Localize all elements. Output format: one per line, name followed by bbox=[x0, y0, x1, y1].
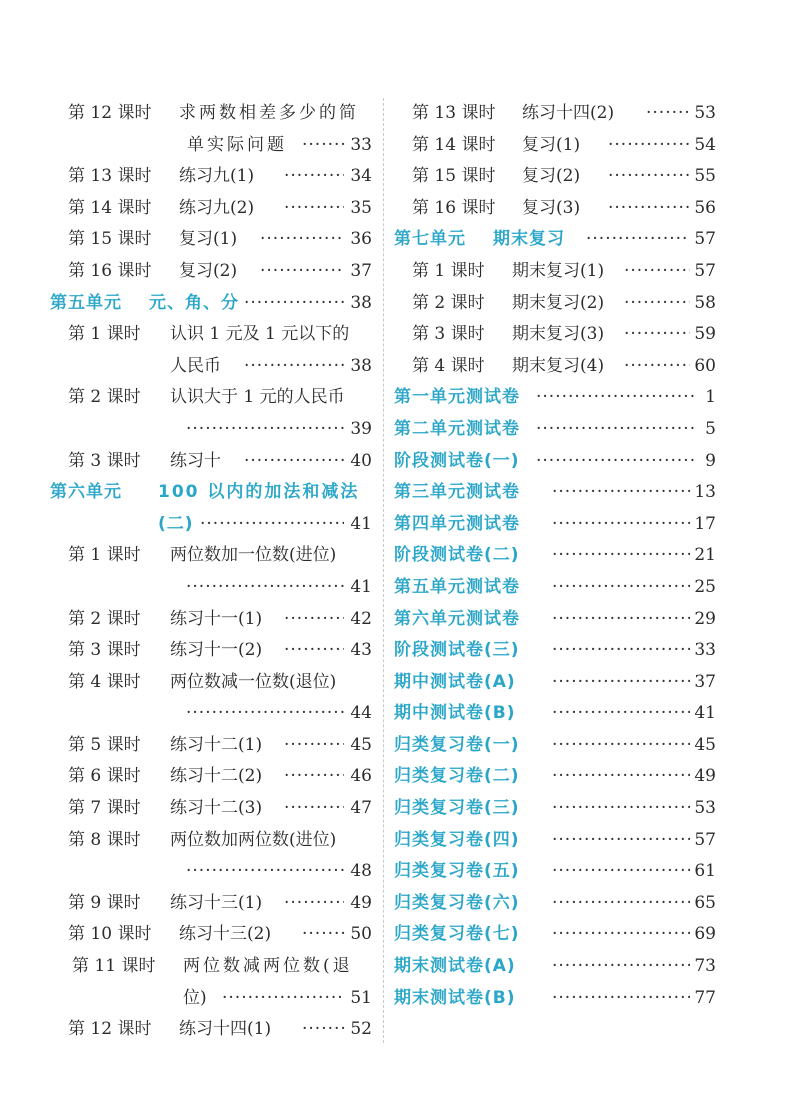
leader-dots bbox=[186, 698, 344, 730]
test-title: 阶段测试卷(二) bbox=[394, 545, 520, 566]
toc-entry[interactable] bbox=[0, 761, 380, 793]
toc-entry[interactable] bbox=[390, 161, 720, 193]
leader-dots bbox=[244, 446, 344, 478]
toc-test-entry[interactable] bbox=[390, 572, 720, 604]
toc-right-column bbox=[390, 98, 720, 1014]
toc-entry-continuation[interactable] bbox=[0, 856, 380, 888]
toc-test-entry[interactable] bbox=[390, 793, 720, 825]
lesson-title: 复习(1) bbox=[179, 229, 238, 250]
leader-dots bbox=[186, 572, 344, 604]
toc-entry-continuation[interactable] bbox=[0, 572, 380, 604]
lesson-title: 练习十四(1) bbox=[179, 1019, 272, 1040]
leader-dots bbox=[284, 888, 344, 920]
page-number: 37 bbox=[350, 260, 372, 281]
lesson-number: 第 14 课时 bbox=[68, 197, 152, 218]
toc-test-entry[interactable] bbox=[390, 888, 720, 920]
leader-dots bbox=[302, 130, 346, 162]
toc-entry[interactable] bbox=[0, 951, 380, 983]
toc-test-entry[interactable] bbox=[390, 667, 720, 699]
toc-entry[interactable] bbox=[390, 193, 720, 225]
lesson-number: 第 13 课时 bbox=[412, 103, 496, 123]
lesson-title: 两位数加一位数(进位) bbox=[170, 545, 337, 566]
lesson-number: 第 4 课时 bbox=[68, 671, 141, 692]
page-number: 54 bbox=[694, 134, 716, 155]
page-number: 41 bbox=[350, 513, 372, 534]
leader-dots bbox=[624, 351, 690, 383]
leader-dots bbox=[244, 351, 344, 383]
toc-unit-entry-continuation[interactable] bbox=[0, 509, 380, 541]
toc-test-entry[interactable] bbox=[390, 856, 720, 888]
lesson-title: 练习十四(2) bbox=[522, 103, 615, 123]
leader-dots bbox=[552, 919, 690, 951]
lesson-number: 第 2 课时 bbox=[412, 292, 485, 313]
page-number: 45 bbox=[694, 734, 716, 755]
lesson-number: 第 2 课时 bbox=[68, 387, 141, 408]
unit-title: 100 以内的加法和减法 bbox=[158, 482, 360, 503]
leader-dots bbox=[186, 414, 344, 446]
test-title: 第二单元测试卷 bbox=[394, 418, 520, 439]
test-title: 第五单元测试卷 bbox=[394, 576, 520, 597]
page-number: 43 bbox=[350, 640, 372, 661]
leader-dots bbox=[552, 983, 690, 1015]
leader-dots bbox=[552, 793, 690, 825]
leader-dots bbox=[624, 288, 690, 320]
page-number: 47 bbox=[350, 798, 372, 819]
toc-entry-continuation[interactable] bbox=[0, 698, 380, 730]
test-title: 归类复习卷(二) bbox=[394, 766, 520, 787]
test-title: 归类复习卷(七) bbox=[394, 924, 520, 945]
leader-dots bbox=[608, 161, 690, 193]
lesson-number: 第 2 课时 bbox=[68, 608, 141, 629]
page-number: 1 bbox=[705, 387, 716, 408]
toc-left-column bbox=[0, 98, 380, 1046]
page-number: 61 bbox=[694, 861, 716, 882]
leader-dots bbox=[552, 698, 690, 730]
page-number: 33 bbox=[694, 640, 716, 661]
leader-dots bbox=[552, 604, 690, 636]
page-number: 69 bbox=[694, 924, 716, 945]
test-title: 期中测试卷(A) bbox=[394, 671, 516, 692]
leader-dots bbox=[186, 856, 344, 888]
toc-entry[interactable] bbox=[0, 98, 380, 130]
toc-entry[interactable] bbox=[390, 288, 720, 320]
leader-dots bbox=[284, 193, 344, 225]
page-number: 55 bbox=[694, 166, 716, 187]
test-title: 期末测试卷(A) bbox=[394, 956, 516, 977]
page-number: 48 bbox=[350, 861, 372, 882]
lesson-number: 第 11 课时 bbox=[72, 956, 156, 977]
lesson-title-continued: 单实际问题 bbox=[187, 134, 287, 155]
toc-test-entry[interactable] bbox=[390, 414, 720, 446]
lesson-number: 第 8 课时 bbox=[68, 829, 141, 850]
test-title: 归类复习卷(六) bbox=[394, 892, 520, 913]
toc-entry-continuation[interactable] bbox=[0, 351, 380, 383]
page-number: 39 bbox=[350, 418, 372, 439]
toc-test-entry[interactable] bbox=[390, 509, 720, 541]
lesson-title: 练习十二(2) bbox=[170, 766, 263, 787]
lesson-title: 练习九(2) bbox=[179, 197, 255, 218]
toc-entry[interactable] bbox=[0, 224, 380, 256]
page-number: 50 bbox=[350, 924, 372, 945]
lesson-number: 第 1 课时 bbox=[68, 324, 141, 345]
toc-entry[interactable] bbox=[0, 730, 380, 762]
test-title: 第三单元测试卷 bbox=[394, 482, 520, 503]
lesson-number: 第 1 课时 bbox=[68, 545, 141, 566]
lesson-title: 练习十一(1) bbox=[170, 608, 263, 629]
leader-dots bbox=[244, 288, 344, 320]
test-title: 第六单元测试卷 bbox=[394, 608, 520, 629]
page-number: 52 bbox=[350, 1019, 372, 1040]
toc-unit-entry[interactable] bbox=[390, 224, 720, 256]
toc-test-entry[interactable] bbox=[390, 382, 720, 414]
page-number: 53 bbox=[694, 798, 716, 819]
toc-test-entry[interactable] bbox=[390, 730, 720, 762]
page-number: 37 bbox=[694, 671, 716, 692]
page-number: 57 bbox=[694, 229, 716, 250]
page-number: 53 bbox=[694, 103, 716, 123]
lesson-title: 练习十二(3) bbox=[170, 798, 263, 819]
toc-entry[interactable] bbox=[0, 888, 380, 920]
toc-entry[interactable] bbox=[0, 667, 380, 699]
leader-dots bbox=[284, 761, 344, 793]
test-title: 归类复习卷(一) bbox=[394, 734, 520, 755]
page-number: 21 bbox=[694, 545, 716, 566]
leader-dots bbox=[552, 509, 690, 541]
lesson-number: 第 12 课时 bbox=[68, 1019, 152, 1040]
toc-entry[interactable] bbox=[0, 919, 380, 951]
leader-dots bbox=[608, 193, 690, 225]
column-divider bbox=[383, 98, 384, 1043]
lesson-title: 练习十 bbox=[170, 450, 221, 471]
toc-entry[interactable] bbox=[390, 319, 720, 351]
leader-dots bbox=[284, 161, 344, 193]
toc-entry[interactable] bbox=[0, 1014, 380, 1046]
page-number: 5 bbox=[705, 418, 716, 439]
toc-test-entry[interactable] bbox=[390, 761, 720, 793]
page-number: 33 bbox=[350, 134, 372, 155]
page-number: 56 bbox=[694, 197, 716, 218]
leader-dots bbox=[284, 793, 344, 825]
page-number: 25 bbox=[694, 576, 716, 597]
page-number: 73 bbox=[694, 956, 716, 977]
leader-dots bbox=[552, 825, 690, 857]
lesson-number: 第 13 课时 bbox=[68, 166, 152, 187]
lesson-title: 两位数减一位数(退位) bbox=[170, 671, 337, 692]
lesson-title: 期末复习(2) bbox=[512, 292, 605, 313]
leader-dots bbox=[624, 319, 690, 351]
leader-dots bbox=[284, 635, 344, 667]
page-number: 13 bbox=[694, 482, 716, 503]
page-number: 29 bbox=[694, 608, 716, 629]
lesson-number: 第 9 课时 bbox=[68, 892, 141, 913]
lesson-title-continued: 人民币 bbox=[170, 355, 221, 376]
page-number: 49 bbox=[350, 892, 372, 913]
lesson-title: 期末复习(1) bbox=[512, 260, 605, 281]
leader-dots bbox=[646, 98, 690, 130]
test-title: 第四单元测试卷 bbox=[394, 513, 520, 534]
test-title: 期末测试卷(B) bbox=[394, 987, 516, 1008]
leader-dots bbox=[552, 888, 690, 920]
page-number: 49 bbox=[694, 766, 716, 787]
leader-dots bbox=[552, 730, 690, 762]
page-number: 57 bbox=[694, 829, 716, 850]
unit-title: 元、角、分 bbox=[149, 292, 239, 313]
toc-entry[interactable] bbox=[0, 319, 380, 351]
page-number: 77 bbox=[694, 987, 716, 1008]
toc-entry[interactable] bbox=[390, 98, 720, 130]
page-number: 40 bbox=[350, 450, 372, 471]
leader-dots bbox=[222, 983, 344, 1015]
leader-dots bbox=[552, 951, 690, 983]
page-number: 42 bbox=[350, 608, 372, 629]
toc-test-entry[interactable] bbox=[390, 919, 720, 951]
unit-title: 期末复习 bbox=[493, 229, 565, 250]
toc-entry[interactable] bbox=[390, 351, 720, 383]
toc-entry[interactable] bbox=[0, 635, 380, 667]
leader-dots bbox=[586, 224, 690, 256]
toc-unit-entry[interactable] bbox=[0, 477, 380, 509]
page-number: 59 bbox=[694, 324, 716, 345]
leader-dots bbox=[552, 635, 690, 667]
lesson-title: 求两数相差多少的简 bbox=[179, 103, 359, 123]
toc-entry[interactable] bbox=[0, 825, 380, 857]
lesson-number: 第 5 课时 bbox=[68, 734, 141, 755]
lesson-title-continued: 位) bbox=[183, 987, 207, 1008]
toc-entry-continuation[interactable] bbox=[0, 983, 380, 1015]
lesson-title: 复习(2) bbox=[179, 260, 238, 281]
test-title: 期中测试卷(B) bbox=[394, 703, 516, 724]
lesson-number: 第 4 课时 bbox=[412, 355, 485, 376]
lesson-number: 第 15 课时 bbox=[412, 166, 496, 187]
leader-dots bbox=[552, 477, 690, 509]
page-number: 17 bbox=[694, 513, 716, 534]
lesson-number: 第 12 课时 bbox=[68, 103, 152, 123]
leader-dots bbox=[552, 572, 690, 604]
lesson-title: 练习十三(1) bbox=[170, 892, 263, 913]
test-title: 归类复习卷(三) bbox=[394, 798, 520, 819]
lesson-number: 第 16 课时 bbox=[412, 197, 496, 218]
page-number: 45 bbox=[350, 734, 372, 755]
unit-number: 第七单元 bbox=[394, 229, 466, 250]
page-number: 57 bbox=[694, 260, 716, 281]
page-number: 35 bbox=[350, 197, 372, 218]
lesson-title: 认识 1 元及 1 元以下的 bbox=[170, 324, 350, 345]
lesson-title: 两位数加两位数(进位) bbox=[170, 829, 337, 850]
test-title: 归类复习卷(五) bbox=[394, 861, 520, 882]
toc-entry-continuation[interactable] bbox=[0, 414, 380, 446]
leader-dots bbox=[536, 414, 696, 446]
test-title: 阶段测试卷(一) bbox=[394, 450, 520, 471]
leader-dots bbox=[608, 130, 690, 162]
page-number: 46 bbox=[350, 766, 372, 787]
leader-dots bbox=[200, 509, 344, 541]
page-number: 9 bbox=[705, 450, 716, 471]
page-number: 58 bbox=[694, 292, 716, 313]
page-number: 51 bbox=[350, 987, 372, 1008]
lesson-title: 练习九(1) bbox=[179, 166, 255, 187]
toc-entry[interactable] bbox=[0, 604, 380, 636]
toc-entry[interactable] bbox=[0, 161, 380, 193]
lesson-number: 第 15 课时 bbox=[68, 229, 152, 250]
leader-dots bbox=[536, 446, 696, 478]
lesson-title: 期末复习(4) bbox=[512, 355, 605, 376]
leader-dots bbox=[552, 667, 690, 699]
lesson-number: 第 10 课时 bbox=[68, 924, 152, 945]
lesson-title: 练习十一(2) bbox=[170, 640, 263, 661]
toc-test-entry[interactable] bbox=[390, 825, 720, 857]
page-number: 36 bbox=[350, 229, 372, 250]
toc-entry[interactable] bbox=[0, 540, 380, 572]
page-number: 38 bbox=[350, 355, 372, 376]
lesson-title: 练习十三(2) bbox=[179, 924, 272, 945]
toc-test-entry[interactable] bbox=[390, 698, 720, 730]
leader-dots bbox=[552, 761, 690, 793]
toc-entry[interactable] bbox=[0, 193, 380, 225]
page-number: 44 bbox=[350, 703, 372, 724]
lesson-number: 第 1 课时 bbox=[412, 260, 485, 281]
lesson-title: 练习十二(1) bbox=[170, 734, 263, 755]
leader-dots bbox=[552, 856, 690, 888]
toc-entry-continuation[interactable] bbox=[0, 130, 380, 162]
page-number: 65 bbox=[694, 892, 716, 913]
toc-test-entry[interactable] bbox=[390, 540, 720, 572]
toc-entry[interactable] bbox=[390, 130, 720, 162]
toc-test-entry[interactable] bbox=[390, 604, 720, 636]
leader-dots bbox=[302, 919, 346, 951]
leader-dots bbox=[260, 256, 344, 288]
lesson-title: 复习(3) bbox=[522, 197, 581, 218]
toc-test-entry[interactable] bbox=[390, 477, 720, 509]
toc-entry[interactable] bbox=[0, 446, 380, 478]
page-number: 38 bbox=[350, 292, 372, 313]
toc-unit-entry[interactable] bbox=[0, 288, 380, 320]
leader-dots bbox=[552, 540, 690, 572]
lesson-title: 期末复习(3) bbox=[512, 324, 605, 345]
toc-entry[interactable] bbox=[0, 793, 380, 825]
leader-dots bbox=[284, 730, 344, 762]
lesson-title: 两位数减两位数(退 bbox=[183, 956, 353, 977]
leader-dots bbox=[284, 604, 344, 636]
toc-entry[interactable] bbox=[0, 256, 380, 288]
unit-title-continued: (二) bbox=[158, 513, 194, 534]
lesson-number: 第 14 课时 bbox=[412, 134, 496, 155]
test-title: 第一单元测试卷 bbox=[394, 387, 520, 408]
page-number: 60 bbox=[694, 355, 716, 376]
lesson-number: 第 3 课时 bbox=[68, 450, 141, 471]
lesson-title: 复习(2) bbox=[522, 166, 581, 187]
lesson-number: 第 6 课时 bbox=[68, 766, 141, 787]
lesson-title: 复习(1) bbox=[522, 134, 581, 155]
unit-number: 第五单元 bbox=[50, 292, 122, 313]
toc-entry[interactable] bbox=[390, 256, 720, 288]
toc-test-entry[interactable] bbox=[390, 446, 720, 478]
leader-dots bbox=[624, 256, 690, 288]
unit-number: 第六单元 bbox=[50, 482, 122, 503]
lesson-number: 第 16 课时 bbox=[68, 260, 152, 281]
lesson-number: 第 3 课时 bbox=[68, 640, 141, 661]
test-title: 归类复习卷(四) bbox=[394, 829, 520, 850]
toc-entry[interactable] bbox=[0, 382, 380, 414]
leader-dots bbox=[260, 224, 344, 256]
toc-test-entry[interactable] bbox=[390, 983, 720, 1015]
toc-test-entry[interactable] bbox=[390, 635, 720, 667]
leader-dots bbox=[536, 382, 696, 414]
page-number: 41 bbox=[350, 576, 372, 597]
test-title: 阶段测试卷(三) bbox=[394, 640, 520, 661]
lesson-number: 第 7 课时 bbox=[68, 798, 141, 819]
leader-dots bbox=[302, 1014, 346, 1046]
page-number: 41 bbox=[694, 703, 716, 724]
page-number: 34 bbox=[350, 166, 372, 187]
lesson-title: 认识大于 1 元的人民币 bbox=[170, 387, 345, 408]
lesson-number: 第 3 课时 bbox=[412, 324, 485, 345]
toc-test-entry[interactable] bbox=[390, 951, 720, 983]
